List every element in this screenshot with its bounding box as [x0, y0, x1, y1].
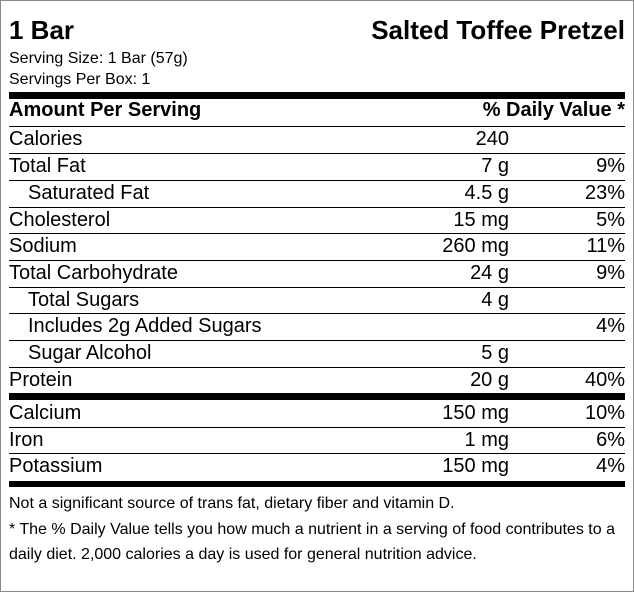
nutrient-name: Total Carbohydrate	[9, 262, 178, 284]
nutrient-amount: 4 g	[481, 289, 509, 311]
nutrient-amount: 1 mg	[464, 429, 509, 451]
nutrient-name: Calcium	[9, 402, 82, 424]
nutrient-name: Sodium	[9, 235, 77, 257]
nutrient-daily-value: 11%	[586, 235, 625, 257]
thick-divider-bottom	[9, 481, 625, 487]
nutrient-amount: 150 mg	[442, 455, 509, 477]
nutrient-row-calcium	[9, 400, 625, 427]
nutrient-daily-value: 10%	[584, 402, 625, 424]
nutrient-name: Sugar Alcohol	[28, 342, 152, 364]
nutrient-row-calories	[9, 126, 625, 153]
nutrient-row-sodium	[9, 233, 625, 260]
nutrient-daily-value: 4%	[596, 455, 625, 477]
nutrient-amount: 20 g	[470, 369, 509, 391]
nutrient-row-total-sugars	[9, 287, 625, 314]
nutrient-name: Total Fat	[9, 155, 86, 177]
nutrient-amount: 7 g	[481, 155, 509, 177]
servings-per-box: Servings Per Box: 1	[9, 71, 151, 88]
nutrient-name: Includes 2g Added Sugars	[28, 315, 262, 337]
nutrient-daily-value: 5%	[596, 209, 625, 231]
nutrient-row-saturated-fat	[9, 180, 625, 207]
nutrient-row-potassium	[9, 453, 625, 480]
serving-size: Serving Size: 1 Bar (57g)	[9, 50, 188, 67]
nutrient-row-iron	[9, 427, 625, 454]
nutrient-row-sugar-alcohol	[9, 340, 625, 367]
nutrient-amount: 260 mg	[442, 235, 509, 257]
nutrient-row-protein	[9, 367, 625, 394]
nutrient-daily-value: 4%	[596, 315, 625, 337]
nutrient-amount: 150 mg	[442, 402, 509, 424]
nutrient-name: Iron	[9, 429, 44, 451]
thick-divider-top	[9, 92, 625, 99]
nutrient-name: Calories	[9, 128, 83, 150]
nutrient-daily-value: 9%	[596, 262, 625, 284]
nutrient-daily-value: 23%	[584, 182, 625, 204]
nutrient-row-added-sugars	[9, 313, 625, 340]
footnote-daily-value: * The % Daily Value tells you how much a nutrient in a serving of food contributes to a daily diet. 2,000 calories a day is used for general nutrition advice.	[9, 521, 615, 563]
nutrient-name: Saturated Fat	[28, 182, 150, 204]
product-name: Salted Toffee Pretzel	[371, 15, 625, 45]
nutrient-name: Protein	[9, 369, 73, 391]
nutrient-amount: 4.5 g	[464, 182, 509, 204]
nutrient-name: Cholesterol	[9, 209, 111, 231]
serving-title: 1 Bar	[9, 15, 75, 45]
nutrient-daily-value: 9%	[596, 155, 625, 177]
nutrient-daily-value: 6%	[596, 429, 625, 451]
footnote-trans-fat: Not a significant source of trans fat, dietary fiber and vitamin D.	[9, 495, 455, 512]
daily-value-heading: % Daily Value *	[482, 99, 625, 121]
nutrient-daily-value: 40%	[584, 369, 625, 391]
amount-per-serving-heading: Amount Per Serving	[9, 99, 202, 121]
nutrient-name: Potassium	[9, 455, 103, 477]
label-header	[9, 11, 625, 51]
nutrient-amount: 24 g	[470, 262, 509, 284]
thick-divider-middle	[9, 393, 625, 400]
nutrient-amount: 5 g	[481, 342, 509, 364]
nutrient-name: Total Sugars	[28, 289, 140, 311]
nutrient-row-cholesterol	[9, 207, 625, 234]
nutrient-amount: 15 mg	[453, 209, 509, 231]
nutrient-row-total-carbohydrate	[9, 260, 625, 287]
nutrient-row-total-fat	[9, 153, 625, 180]
nutrient-amount: 240	[475, 128, 509, 150]
